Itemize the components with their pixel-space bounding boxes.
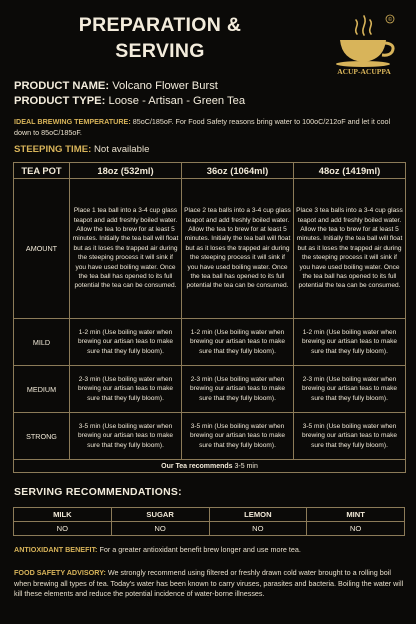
steeping-time-label: STEEPING TIME: bbox=[14, 144, 92, 155]
food-safety-advisory bbox=[14, 568, 406, 600]
teacup-logo-icon bbox=[324, 10, 404, 76]
table-cell: NO bbox=[307, 522, 405, 536]
column-header: 36oz (1064ml) bbox=[182, 163, 294, 179]
table-cell: NO bbox=[111, 522, 209, 536]
table-cell: 1-2 min (Use boiling water when brewing our artisan teas to make sure that they fully bloom). bbox=[182, 319, 294, 366]
table-row-strong bbox=[14, 413, 406, 460]
table-cell: 2-3 min (Use boiling water when brewing our artisan teas to make sure that they fully bloom). bbox=[70, 366, 182, 413]
table-cell: Place 3 tea balls into a 3-4 cup glass teapot and add freshly boiled water. Allow the tea to brew for at least 5 minutes. Initially the tea ball will float but as it loses the trapped air during the steeping process it will sink if you have used boiling water. Once the tea ball has opened to its full potential the tea can be consumed. bbox=[294, 179, 406, 319]
table-cell: 3-5 min (Use boiling water when brewing our artisan teas to make sure that they fully bloom). bbox=[182, 413, 294, 460]
table-row-medium bbox=[14, 366, 406, 413]
row-label: STRONG bbox=[14, 413, 70, 460]
column-header: 48oz (1419ml) bbox=[294, 163, 406, 179]
product-name-line bbox=[14, 80, 218, 92]
title-line-1: PREPARATION & bbox=[78, 14, 242, 36]
table-cell: 2-3 min (Use boiling water when brewing our artisan teas to make sure that they fully bloom). bbox=[294, 366, 406, 413]
antioxidant-benefit bbox=[14, 545, 406, 556]
table-cell: 1-2 min (Use boiling water when brewing our artisan teas to make sure that they fully bloom). bbox=[294, 319, 406, 366]
product-name: Volcano Flower Burst bbox=[112, 80, 218, 92]
column-header: LEMON bbox=[209, 508, 307, 522]
logo-text: ACUP-ACUPPA bbox=[337, 67, 391, 76]
row-label: MEDIUM bbox=[14, 366, 70, 413]
column-header: TEA POT bbox=[14, 163, 70, 179]
antioxidant-label: ANTIOXIDANT BENEFIT: bbox=[14, 545, 98, 554]
steeping-time bbox=[14, 144, 149, 155]
column-header: 18oz (532ml) bbox=[70, 163, 182, 179]
serving-table bbox=[13, 507, 405, 536]
table-cell: 1-2 min (Use boiling water when brewing our artisan teas to make sure that they fully bloom). bbox=[70, 319, 182, 366]
table-header-row bbox=[14, 163, 406, 179]
product-type: Loose - Artisan - Green Tea bbox=[108, 95, 246, 107]
table-cell: NO bbox=[14, 522, 112, 536]
food-safety-label: FOOD SAFETY ADVISORY: bbox=[14, 568, 106, 577]
row-label: MILD bbox=[14, 319, 70, 366]
antioxidant-text: For a greater antioxidant benefit brew longer and use more tea. bbox=[99, 545, 301, 554]
brewing-temperature-label: IDEAL BREWING TEMPERATURE: bbox=[14, 117, 131, 126]
table-row-mild bbox=[14, 319, 406, 366]
steeping-time-value: Not available bbox=[93, 144, 150, 155]
table-cell: 3-5 min (Use boiling water when brewing our artisan teas to make sure that they fully bloom). bbox=[294, 413, 406, 460]
table-cell: 3-5 min (Use boiling water when brewing our artisan teas to make sure that they fully bloom). bbox=[70, 413, 182, 460]
column-header: MINT bbox=[307, 508, 405, 522]
column-header: MILK bbox=[14, 508, 112, 522]
table-row-recommend bbox=[14, 460, 406, 473]
column-header: SUGAR bbox=[111, 508, 209, 522]
title-line-2: SERVING bbox=[115, 40, 205, 62]
product-type-line bbox=[14, 95, 245, 107]
table-cell: Place 2 tea balls into a 3-4 cup glass teapot and add freshly boiled water. Allow the tea to brew for at least 5 minutes. Initially the tea ball will float but as it loses the trapped air during the steeping process it will sink if you have used boiling water. Once the tea ball has opened to its full potential the tea can be consumed. bbox=[182, 179, 294, 319]
recommend-label: Our Tea recommends bbox=[161, 462, 233, 470]
table-cell: NO bbox=[209, 522, 307, 536]
product-name-label: PRODUCT NAME: bbox=[14, 80, 110, 92]
food-safety-text: We strongly recommend using filtered or freshly drawn cold water brought to a rolling boil when brewing all types of tea. Today's water has been known to carry viruses, parasites and bacteria. Boiling the water will kill these elements and reduce the potential incidence of water-borne illnesses. bbox=[14, 568, 404, 598]
brewing-table bbox=[13, 162, 406, 473]
serving-value-row bbox=[14, 522, 405, 536]
page-title bbox=[0, 12, 320, 64]
brewing-temperature bbox=[14, 117, 406, 138]
table-cell: Place 1 tea ball into a 3-4 cup glass teapot and add freshly boiled water. Allow the tea to brew for at least 5 minutes. Initially the tea ball will float but as it loses the trapped air during the steeping process it will sink if you have used boiling water. Once the tea ball has opened to its full potential the tea can be consumed. bbox=[70, 179, 182, 319]
serving-header-row bbox=[14, 508, 405, 522]
copyright-mark: © bbox=[387, 17, 393, 23]
table-row-amount bbox=[14, 179, 406, 319]
product-type-label: PRODUCT TYPE: bbox=[14, 95, 106, 107]
brewing-temperature-text: 85oC/185oF. For Food Safety reasons bring water to 100oC/212oF and let it cool down to 85oC/185oF. bbox=[14, 117, 391, 137]
serving-title: SERVING RECOMMENDATIONS: bbox=[14, 487, 182, 498]
table-cell: 2-3 min (Use boiling water when brewing our artisan teas to make sure that they fully bloom). bbox=[182, 366, 294, 413]
recommend-value: 3-5 min bbox=[234, 462, 258, 470]
tea-recommendation bbox=[14, 460, 406, 473]
row-label: AMOUNT bbox=[14, 179, 70, 319]
